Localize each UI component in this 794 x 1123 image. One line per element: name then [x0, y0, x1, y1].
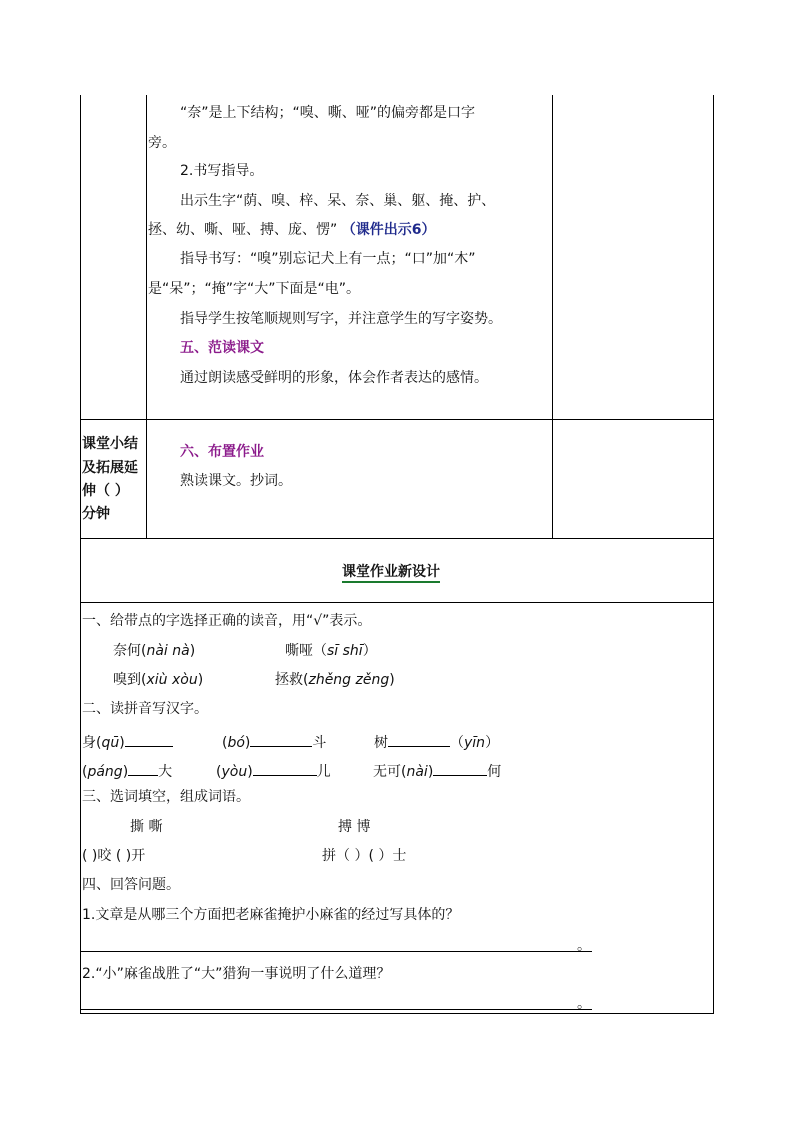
answer-line[interactable]: [80, 951, 592, 952]
answer-blank[interactable]: [388, 732, 450, 747]
exercise-item: (bó) 斗: [222, 732, 326, 750]
row-label: 分钟: [82, 506, 110, 522]
question-title: 三、选词填空，组成词语。: [82, 789, 250, 805]
design-title: [342, 565, 440, 579]
answer-line[interactable]: [80, 1009, 592, 1010]
answer-blank[interactable]: [433, 761, 487, 776]
row-divider-2: [80, 538, 714, 539]
exercise-item: (páng) 大: [82, 761, 172, 779]
answer-blank[interactable]: [250, 732, 312, 747]
exercise-item: 嗅到(xiù xòu): [113, 672, 204, 688]
section-heading: 六、布置作业: [180, 444, 264, 460]
fill-in-item[interactable]: ( )咬 ( )开: [82, 848, 146, 864]
table-bottom-border: [80, 1013, 714, 1014]
word-choices: 撕 嘶: [130, 819, 163, 835]
question-title: 一、给带点的字选择正确的读音，用“√”表示。: [82, 613, 372, 629]
text-line: [148, 223, 435, 237]
column-divider-2: [552, 95, 553, 538]
exercise-item: 树 （yīn）: [374, 732, 499, 750]
text-line: 旁。: [148, 135, 176, 151]
question-text: 2.“小”麻雀战胜了“大”猎狗一事说明了什么道理？: [82, 966, 391, 982]
text-line: 指导学生按笔顺规则写字，并注意学生的写字姿势。: [180, 311, 502, 327]
row-label: 课堂小结: [82, 436, 138, 452]
homework-text: 熟读课文。抄词。: [180, 473, 292, 489]
question-title: 二、读拼音写汉字。: [82, 701, 208, 717]
text-line: 指导书写：“嗅”别忘记犬上有一点；“口”加“木”: [180, 251, 476, 267]
fill-in-item[interactable]: 拼（ ）( ）士: [322, 848, 407, 864]
exercise-item: 奈何(nài nà): [113, 643, 196, 659]
slide-reference: （课件出示6）: [341, 222, 436, 238]
text-line: 出示生字“荫、嗅、梓、呆、奈、巢、躯、掩、护、: [180, 193, 496, 209]
column-divider-1: [146, 95, 147, 538]
row-divider-1: [80, 419, 714, 420]
answer-blank[interactable]: [253, 761, 317, 776]
text-line: 通过朗读感受鲜明的形象，体会作者表达的感情。: [180, 370, 488, 386]
exercise-item: 无可(nài) 何: [373, 761, 501, 779]
row-divider-3: [80, 602, 714, 603]
table-left-border: [80, 95, 81, 1014]
design-title-text: 课堂作业新设计: [342, 564, 440, 583]
exercise-item: 身(qū): [82, 732, 173, 750]
answer-period: 。: [577, 996, 591, 1012]
question-text: 1.文章是从哪三个方面把老麻雀掩护小麻雀的经过写具体的？: [82, 907, 460, 923]
step-heading: 2.书写指导。: [180, 163, 264, 179]
row-label: 伸（ ）: [82, 483, 129, 499]
answer-blank[interactable]: [125, 732, 173, 747]
question-title: 四、回答问题。: [82, 877, 180, 893]
answer-blank[interactable]: [128, 761, 158, 776]
character-list: 拯、幼、嘶、哑、搏、庞、愣”: [148, 222, 338, 238]
row-label: 及拓展延: [82, 460, 138, 476]
exercise-item: (yòu) 儿: [216, 761, 331, 779]
text-line: 是“呆”；“掩”字“大”下面是“电”。: [148, 281, 361, 297]
text-line: “奈”是上下结构；“嗅、嘶、哑”的偏旁都是口字: [180, 105, 476, 121]
exercise-item: 拯救(zhěng zěng): [275, 672, 395, 688]
table-right-border: [713, 95, 714, 1014]
section-heading: 五、范读课文: [180, 340, 264, 356]
exercise-item: 嘶哑（sī shī）: [285, 643, 377, 659]
word-choices: 搏 博: [338, 819, 371, 835]
answer-period: 。: [577, 938, 591, 954]
